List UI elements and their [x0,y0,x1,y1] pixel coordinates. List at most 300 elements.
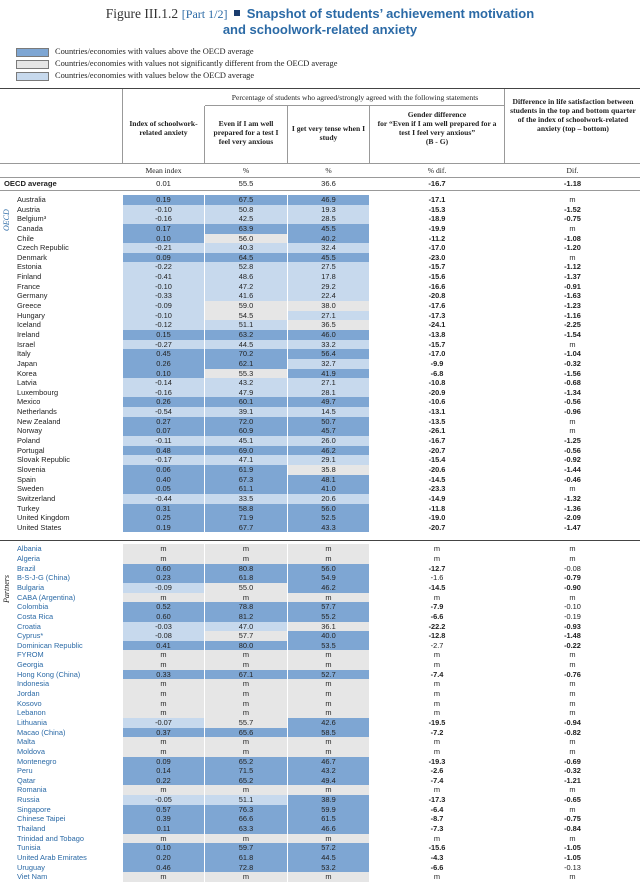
lifesat-diff-cell: -0.68 [564,378,581,388]
lifesat-diff-cell: -1.44 [564,464,581,474]
gender-diff-cell: -12.8 [428,631,446,641]
index-cell: 0.15 [123,330,204,340]
country-name: United Arab Emirates [17,852,87,862]
table-row [0,214,640,224]
index-cell: 0.40 [123,475,204,485]
tense-pct-cell: 27.5 [288,262,369,272]
gender-diff-cell: -6.6 [430,862,444,872]
gender-diff-cell: -6.4 [430,804,444,814]
anxious-pct-cell: m [205,708,287,718]
legend-nsd-label: Countries/economies with values not significantly different from the OECD average [55,59,338,68]
table-row [0,417,640,427]
tense-pct-cell: 27.1 [288,311,369,321]
header-span-rule [205,105,505,106]
anxious-pct-cell: m [205,834,287,844]
table-row [0,737,640,747]
index-cell: -0.14 [123,378,204,388]
oecd-average-index: 0.01 [156,179,171,188]
table-row [0,757,640,767]
index-cell: 0.10 [123,234,204,244]
country-name: Russia [17,795,40,805]
index-cell: -0.08 [123,631,204,641]
legend-below [16,70,337,82]
country-name: Jordan [17,689,40,699]
lifesat-diff-cell: -1.54 [564,329,581,339]
index-cell: -0.22 [123,262,204,272]
figure-part: [Part 1/2] [181,7,228,21]
gender-diff-cell: -19.9 [428,223,446,233]
gender-diff-cell: m [433,737,441,747]
anxious-pct-cell: 45.1 [205,436,287,446]
tense-pct-cell: m [288,785,369,795]
gender-diff-cell: -20.7 [428,522,446,532]
table-row [0,494,640,504]
lifesat-diff-cell: m [569,689,576,699]
country-name: Croatia [17,621,41,631]
index-cell: m [123,689,204,699]
index-cell: 0.27 [123,417,204,427]
lifesat-diff-cell: -1.48 [564,631,581,641]
tense-pct-cell: 33.2 [288,340,369,350]
index-cell: m [123,699,204,709]
table-row [0,282,640,292]
gender-diff-cell: -14.5 [428,582,446,592]
gender-diff-cell: -19.3 [428,756,446,766]
index-cell: -0.07 [123,718,204,728]
gender-diff-cell: -13.5 [428,416,446,426]
lifesat-diff-cell: m [569,252,576,262]
table-row [0,728,640,738]
oecd-average-tense: 36.6 [321,179,336,188]
index-cell: 0.31 [123,504,204,514]
table-row [0,641,640,651]
tense-pct-cell: 32.7 [288,359,369,369]
anxious-pct-cell: 72.8 [205,863,287,873]
tense-pct-cell: 61.5 [288,814,369,824]
anxious-pct-cell: m [205,737,287,747]
anxious-pct-cell: m [205,593,287,603]
tense-pct-cell: 40.2 [288,234,369,244]
index-cell: 0.57 [123,805,204,815]
lifesat-diff-cell: -1.63 [564,291,581,301]
lifesat-diff-cell: -0.32 [564,358,581,368]
gender-diff-cell: -12.7 [428,563,446,573]
country-name: France [17,281,41,291]
gender-diff-cell: -15.4 [428,455,446,465]
gender-diff-cell: m [433,544,441,554]
lifesat-diff-cell: m [569,650,576,660]
lifesat-diff-cell: -0.84 [564,824,581,833]
country-name: Sweden [17,484,44,494]
anxious-pct-cell: 67.5 [205,195,287,205]
gender-diff-cell: -7.4 [430,669,444,679]
index-cell: -0.12 [123,320,204,330]
index-cell: m [123,593,204,603]
gender-diff-cell: m [433,785,441,795]
gender-diff-cell: -15.6 [428,272,446,282]
country-name: United Kingdom [17,513,70,523]
gender-diff-cell: -17.1 [428,195,446,204]
gender-diff-cell: m [433,660,441,670]
anxious-pct-cell: 44.5 [205,340,287,350]
header-divider [504,89,505,163]
lifesat-diff-cell: -0.76 [564,669,581,679]
header-divider [204,106,205,163]
lifesat-diff-cell: -0.90 [564,582,581,592]
lifesat-diff-cell: -1.34 [564,387,581,397]
table-row [0,407,640,417]
tense-pct-cell: 36.1 [288,622,369,632]
gender-diff-cell: -23.0 [428,252,446,262]
anxious-pct-cell: m [205,679,287,689]
gender-diff-cell: m [433,679,441,689]
tense-pct-cell: m [288,699,369,709]
table-row [0,224,640,234]
subheader-pct-2: % [325,166,332,175]
table-row [0,446,640,456]
index-cell: 0.26 [123,397,204,407]
lifesat-diff-cell: m [569,698,576,708]
country-name: Albania [17,544,42,554]
index-cell: -0.05 [123,795,204,805]
tense-pct-cell: 46.2 [288,583,369,593]
gender-diff-cell: -7.4 [430,775,444,785]
lifesat-diff-cell: -1.12 [564,262,581,272]
country-name: Portugal [17,445,45,455]
country-name: Macao (China) [17,727,66,737]
anxious-pct-cell: 66.6 [205,814,287,824]
country-name: Japan [17,358,38,368]
country-name: Turkey [17,503,40,513]
gender-diff-cell: m [433,554,441,564]
index-cell: 0.06 [123,465,204,475]
gender-diff-cell: -1.6 [430,573,444,583]
index-cell: m [123,834,204,844]
anxious-pct-cell: 65.2 [205,757,287,767]
lifesat-diff-cell: -1.23 [564,301,581,311]
anxious-pct-cell: m [205,554,287,564]
country-name: Peru [17,766,33,776]
index-cell: 0.22 [123,776,204,786]
index-cell: 0.17 [123,224,204,234]
lifesat-diff-cell: -0.13 [564,862,581,872]
anxious-pct-cell: 65.2 [205,776,287,786]
index-cell: m [123,679,204,689]
table-row [0,253,640,263]
gender-diff-cell: m [433,746,441,756]
table-row [0,785,640,795]
anxious-pct-cell: 50.8 [205,205,287,215]
index-cell: m [123,554,204,564]
country-name: Norway [17,426,43,436]
index-cell: 0.48 [123,446,204,456]
index-cell: -0.33 [123,291,204,301]
anxious-pct-cell: 70.2 [205,349,287,359]
gender-diff-cell: -16.6 [428,281,446,291]
table-row [0,455,640,465]
tense-pct-cell: 54.9 [288,573,369,583]
country-name: Montenegro [17,756,57,766]
tense-pct-cell: m [288,593,369,603]
country-name: Qatar [17,775,36,785]
lifesat-diff-cell: -0.32 [564,766,581,776]
tense-pct-cell: 42.6 [288,718,369,728]
anxious-pct-cell: 67.7 [205,523,287,533]
table-row [0,843,640,853]
index-cell: 0.09 [123,253,204,263]
lifesat-diff-cell: -0.92 [564,455,581,465]
lifesat-diff-cell: m [569,592,576,602]
table-row [0,863,640,873]
anxious-pct-cell: m [205,650,287,660]
index-cell: 0.11 [123,824,204,834]
country-name: Australia [17,195,46,204]
table-row [0,679,640,689]
table-row [0,272,640,282]
country-name: Chile [17,233,34,243]
table-row [0,689,640,699]
country-name: Trinidad and Tobago [17,833,84,843]
index-cell: 0.52 [123,602,204,612]
tense-pct-cell: 29.1 [288,455,369,465]
table-row [0,291,640,301]
tense-pct-cell: 56.0 [288,564,369,574]
anxious-pct-cell: 69.0 [205,446,287,456]
lifesat-diff-cell: -0.75 [564,814,581,824]
lifesat-diff-cell: m [569,679,576,689]
anxious-pct-cell: 59.7 [205,843,287,853]
anxious-pct-cell: 48.6 [205,272,287,282]
country-name: United States [17,522,62,532]
lifesat-diff-cell: m [569,785,576,795]
country-name: Luxembourg [17,387,59,397]
gender-diff-cell: -17.3 [428,795,446,805]
lifesat-diff-cell: m [569,746,576,756]
gender-diff-cell: -9.9 [430,358,444,368]
oecd-average-gender: -16.7 [428,179,446,188]
anxious-pct-cell: 64.5 [205,253,287,263]
gender-diff-cell: -4.3 [430,852,444,862]
lifesat-diff-cell: -2.09 [564,513,581,523]
tense-pct-cell: 41.0 [288,484,369,494]
header-span: Percentage of students who agreed/strongly agreed with the following statements [231,93,479,102]
anxious-pct-cell: 55.0 [205,583,287,593]
table-row [0,311,640,321]
subheader-pct-dif: % dif. [427,166,447,175]
tense-pct-cell: 22.4 [288,291,369,301]
table-row [0,718,640,728]
legend-swatch-above [16,48,49,57]
lifesat-diff-cell: m [569,737,576,747]
lifesat-diff-cell: -0.91 [564,281,581,291]
lifesat-diff-cell: -1.52 [564,204,581,214]
gender-diff-cell: -11.8 [428,503,446,513]
tense-pct-cell: 17.8 [288,272,369,282]
anxious-pct-cell: 81.2 [205,612,287,622]
country-name: Indonesia [17,679,50,689]
anxious-pct-cell: m [205,544,287,554]
anxious-pct-cell: 47.9 [205,388,287,398]
table-row [0,699,640,709]
country-name: Singapore [17,804,51,814]
anxious-pct-cell: 72.0 [205,417,287,427]
table-row [0,593,640,603]
tense-pct-cell: 57.7 [288,602,369,612]
table-row [0,583,640,593]
lifesat-diff-cell: -0.69 [564,756,581,766]
gender-diff-cell: -19.0 [428,513,446,523]
gender-diff-cell: -2.7 [430,640,444,650]
lifesat-diff-cell: -0.65 [564,795,581,805]
gender-diff-cell: -15.3 [428,204,446,214]
gender-diff-cell: -6.8 [430,368,444,378]
country-name: B-S-J-G (China) [17,573,70,583]
lifesat-diff-cell: -1.37 [564,272,581,282]
anxious-pct-cell: 43.2 [205,378,287,388]
lifesat-diff-cell: -2.25 [564,320,581,330]
country-name: Chinese Taipei [17,814,66,824]
partners-side-label: Partners [2,575,11,604]
country-name: Korea [17,368,37,378]
table-row [0,523,640,533]
anxious-pct-cell: 63.3 [205,824,287,834]
tense-pct-cell: m [288,708,369,718]
partner-rows [0,541,640,881]
anxious-pct-cell: 47.1 [205,455,287,465]
tense-pct-cell: 57.2 [288,843,369,853]
lifesat-diff-cell: -1.25 [564,436,581,446]
anxious-pct-cell: 63.9 [205,224,287,234]
lifesat-diff-cell: -0.56 [564,445,581,455]
country-name: Cyprus* [17,631,44,641]
index-cell: -0.16 [123,388,204,398]
gender-diff-cell: m [433,698,441,708]
lifesat-diff-cell: -0.82 [564,727,581,737]
tense-pct-cell: 56.0 [288,504,369,514]
header-col-anxious: Even if I am well prepared for a test I feel very anxious [213,119,279,146]
gender-diff-cell: -17.0 [428,243,446,253]
index-cell: m [123,785,204,795]
tense-pct-cell: 29.2 [288,282,369,292]
country-name: Canada [17,223,43,233]
anxious-pct-cell: 51.1 [205,795,287,805]
gender-diff-cell: -10.8 [428,378,446,388]
gender-diff-cell: -20.8 [428,291,446,301]
gender-diff-cell: -7.9 [430,602,444,612]
lifesat-diff-cell: -1.05 [564,843,581,853]
gender-diff-cell: m [433,708,441,718]
gender-diff-cell: -20.9 [428,387,446,397]
anxious-pct-cell: 41.6 [205,291,287,301]
index-cell: 0.60 [123,612,204,622]
country-name: Algeria [17,554,41,564]
index-cell: -0.10 [123,282,204,292]
table-row [0,330,640,340]
anxious-pct-cell: 60.1 [205,397,287,407]
anxious-pct-cell: 39.1 [205,407,287,417]
anxious-pct-cell: 80.0 [205,641,287,651]
country-name: Hungary [17,310,45,320]
index-cell: -0.10 [123,311,204,321]
tense-pct-cell: 45.5 [288,253,369,263]
country-name: Malta [17,737,36,747]
lifesat-diff-cell: -0.96 [564,407,581,417]
legend-below-label: Countries/economies with values below the OECD average [55,71,255,80]
index-cell: m [123,737,204,747]
gender-diff-cell: -19.5 [428,717,446,727]
tense-pct-cell: 46.7 [288,757,369,767]
anxious-pct-cell: 52.8 [205,262,287,272]
legend-above-label: Countries/economies with values above the OECD average [55,47,254,56]
anxious-pct-cell: 78.8 [205,602,287,612]
gender-diff-cell: -17.0 [428,349,446,359]
lifesat-diff-cell: m [569,544,576,554]
gender-diff-cell: m [433,872,441,882]
tense-pct-cell: 46.9 [288,195,369,205]
index-cell: -0.09 [123,301,204,311]
gender-diff-cell: -6.6 [430,611,444,621]
tense-pct-cell: 59.9 [288,805,369,815]
header-gender-line2: for “Even if I am well prepared for a test I feel very anxious” [377,119,497,137]
anxious-pct-cell: 71.5 [205,766,287,776]
lifesat-diff-cell: -1.47 [564,522,581,532]
lifesat-diff-cell: m [569,223,576,233]
country-name: Netherlands [17,407,57,417]
index-cell: -0.27 [123,340,204,350]
country-name: Poland [17,436,41,446]
index-cell: 0.23 [123,573,204,583]
index-cell: -0.17 [123,455,204,465]
index-cell: -0.03 [123,622,204,632]
lifesat-diff-cell: -0.10 [564,602,581,612]
index-cell: 0.26 [123,359,204,369]
index-cell: 0.37 [123,728,204,738]
tense-pct-cell: 52.7 [288,670,369,680]
table-row [0,513,640,523]
tense-pct-cell: 45.5 [288,224,369,234]
country-name: New Zealand [17,416,61,426]
country-name: Kosovo [17,698,42,708]
country-name: Viet Nam [17,872,48,882]
gender-diff-cell: -2.6 [430,766,444,776]
legend-swatch-nsd [16,60,49,69]
tense-pct-cell: 32.4 [288,243,369,253]
table-row [0,872,640,882]
gender-diff-cell: -15.7 [428,262,446,272]
anxious-pct-cell: m [205,872,287,882]
table-row [0,301,640,311]
anxious-pct-cell: 61.9 [205,465,287,475]
tense-pct-cell: m [288,544,369,554]
country-name: Greece [17,301,42,311]
table-row [0,776,640,786]
tense-pct-cell: 40.0 [288,631,369,641]
country-name: Hong Kong (China) [17,669,81,679]
gender-diff-cell: -18.9 [428,214,446,224]
country-name: Slovak Republic [17,455,70,465]
table-row [0,824,640,834]
header-gender-line1: Gender difference [407,110,467,119]
gender-diff-cell: -13.1 [428,407,446,417]
lifesat-diff-cell: m [569,426,576,436]
lifesat-diff-cell: -1.56 [564,368,581,378]
lifesat-diff-cell: -0.56 [564,397,581,407]
gender-diff-cell: -22.2 [428,621,446,631]
country-name: Israel [17,339,36,349]
index-cell: 0.14 [123,766,204,776]
country-name: Georgia [17,660,44,670]
index-cell: -0.09 [123,583,204,593]
